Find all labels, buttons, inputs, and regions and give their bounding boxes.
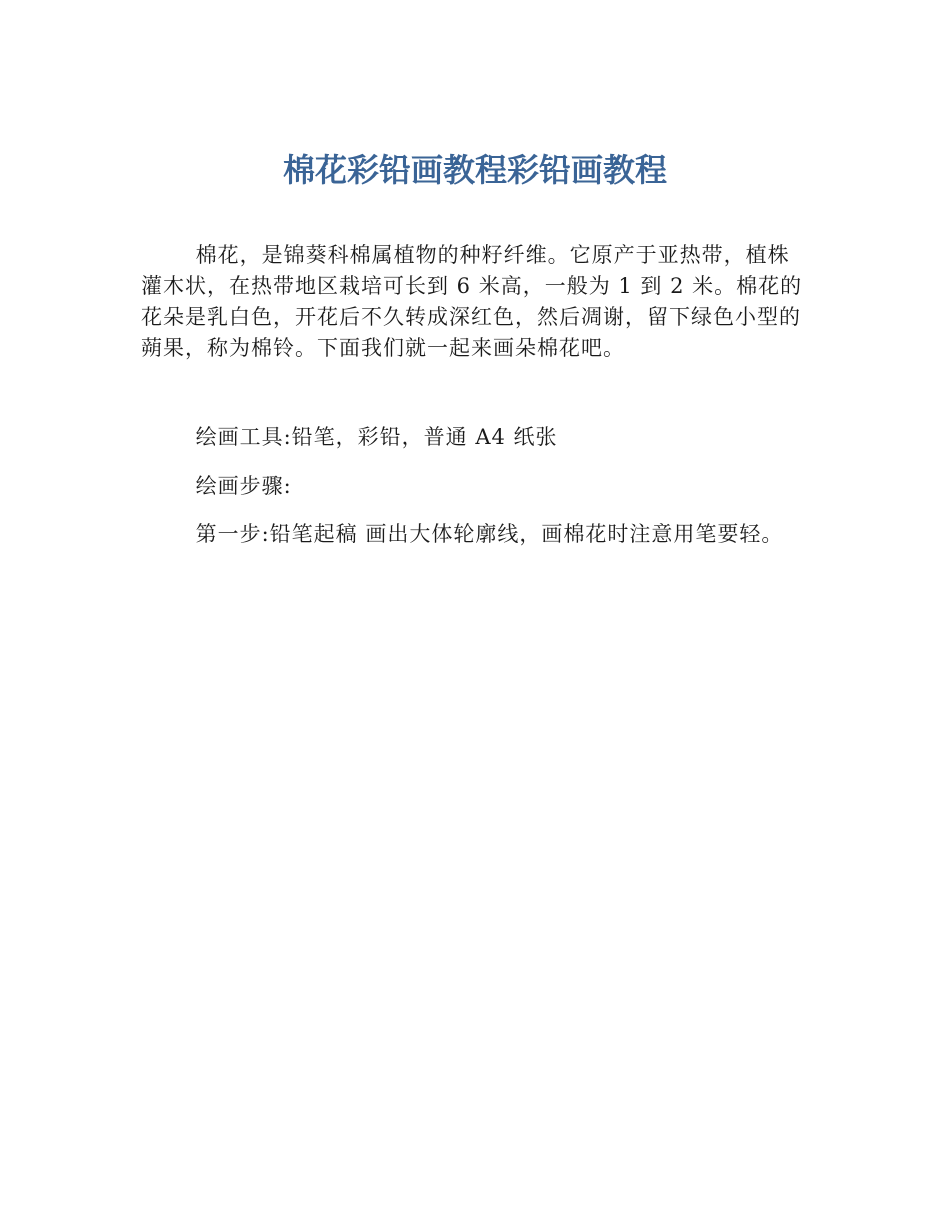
steps-heading: 绘画步骤: — [195, 474, 292, 498]
document-title: 棉花彩铅画教程彩铅画教程 — [282, 151, 667, 189]
step-one-paragraph: 第一步:铅笔起稿 画出大体轮廓线，画棉花时注意用笔要轻。 — [195, 522, 784, 546]
intro-paragraph: 棉花，是锦葵科棉属植物的种籽纤维。它原产于亚热带，植株灌木状，在热带地区栽培可长到 6 米高，一般为 1 到 2 米。棉花的花朵是乳白色，开花后不久转成深红色，然后凋谢，留下绿色小型的蒴果，称为棉铃。下面我们就一起来画朵棉花吧。 — [141, 243, 803, 360]
tools-paragraph: 绘画工具:铅笔，彩铅，普通 A4 纸张 — [195, 425, 558, 449]
